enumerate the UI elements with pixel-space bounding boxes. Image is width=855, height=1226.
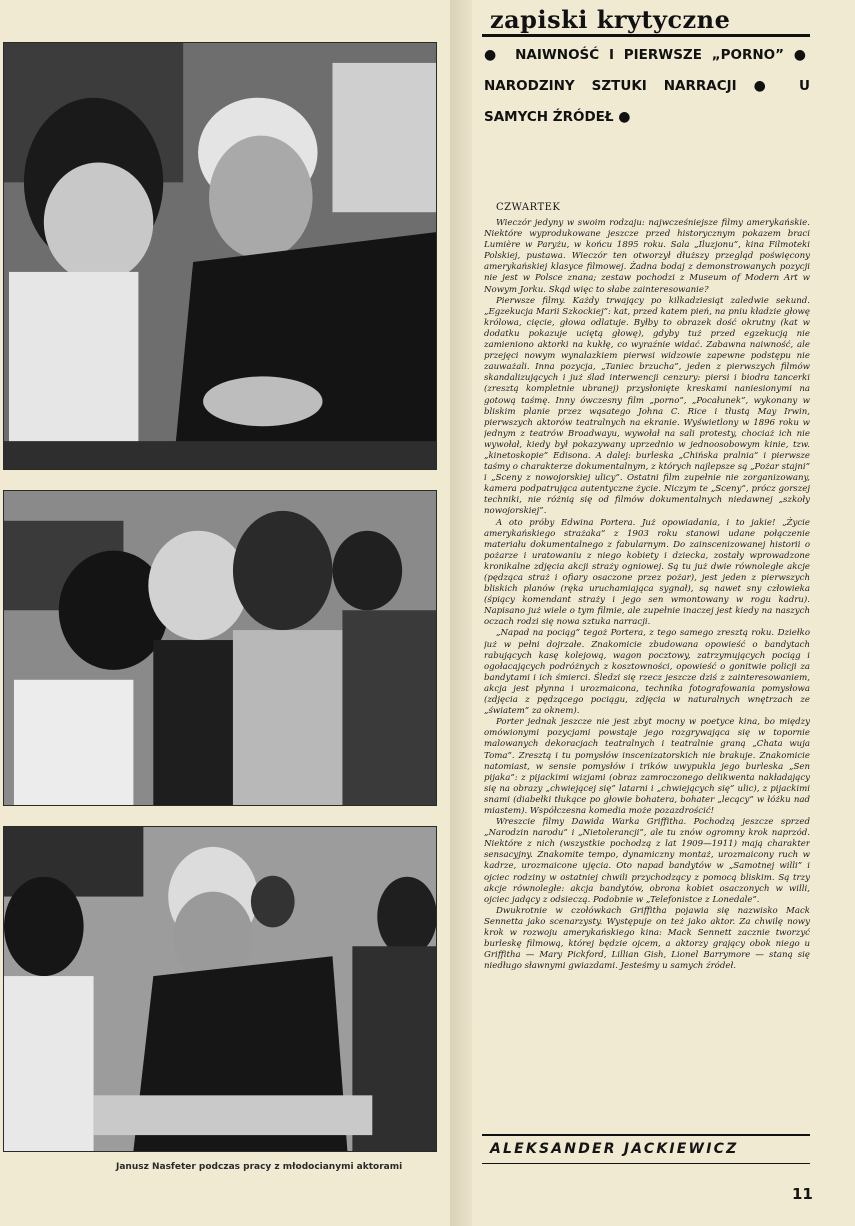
photo-2-image xyxy=(4,491,436,805)
page-number: 11 xyxy=(792,1185,813,1203)
day-heading: CZWARTEK xyxy=(496,202,561,213)
bullet-icon: ● xyxy=(753,78,779,94)
title-rule xyxy=(482,34,810,37)
article-paragraph: „Napad na pociąg” tegoż Portera, z tego samego zresztą roku. Dziełko już w pełni dojrzałe. Znakomicie zbudowana opowieść o bandytach rabujących kasę kolejową, wagon pocztowy, zatrzymujących pociąg i ogołacających podróżnych z kosztowności, opowieść o gonitwie policji za bandytami i ich śmierci. Śledzi się rzecz jeszcze dziś z zainteresowaniem, akcja jest płynna i urozmaicona, technika fotografowania pomysłowa (zdjęcia z pędzącego pociągu, zdjęcia w naturalnych wnętrzach ze „światem” za oknem). xyxy=(484,628,810,717)
article-body xyxy=(484,218,810,1136)
author-byline: ALEKSANDER JACKIEWICZ xyxy=(490,1141,739,1157)
author-rule-bottom xyxy=(482,1163,810,1164)
photo-caption: Janusz Nasfeter podczas pracy z młodocianymi aktorami xyxy=(116,1162,403,1172)
photo-director-at-work xyxy=(3,826,437,1152)
article-paragraph: Wieczór jedyny w swoim rodzaju: najwcześniejsze filmy amerykańskie. Niektóre wyprodukowane jeszcze przed historycznym pokazem braci Lumière w Paryżu, w końcu 1895 roku. Sala „Iluzjonu”, kina Filmoteki Polskiej, pustawa. Wieczór ten otworzył dłuższy przegląd poświęcony amerykańskiej klasyce filmowej. Żadna bodaj z demonstrowanych pozycji nie jest w Polsce znana; zestaw pochodzi z Museum of Modern Art w Nowym Jorku. Skąd więc to słabe zainteresowanie? xyxy=(484,218,810,295)
bullet-icon: ● xyxy=(793,47,807,63)
page-gutter xyxy=(450,0,472,1226)
teaser-item: NARODZINY SZTUKI NARRACJI xyxy=(484,78,737,94)
photo-boy-and-director xyxy=(3,42,437,470)
teaser-item: U SAMYCH ŹRÓDEŁ xyxy=(484,78,811,125)
article-paragraph: A oto próby Edwina Portera. Już opowiadania, i to jakie! „Życie amerykańskiego strażaka” z 1903 roku stanowi udane połączenie materiału dokumentalnego z fabularnym. Do zainscenizowanej historii o pożarze i uratowaniu z niego kobiety i dziecka, zostały wprowadzone kronikalne zdjęcia akcji straży ogniowej. Są tu już dwie równoległe akcje (pędząca straż i ofiary osaczone przez pożar), jest jeden z pierwszych bliskich planów (ręka uruchamiająca sygnał), są nawet sny człowieka (śpiący komendant straży i jego sen wmontowany w rogu kadru). Napisano już wiele o tym filmie, ale zupełnie inaczej jest kiedy na naszych oczach rodzi się nowa sztuka narracji. xyxy=(484,517,810,628)
teaser-topics xyxy=(484,40,810,133)
article-paragraph: Porter jednak jeszcze nie jest zbyt mocny w poetyce kina, bo między omówionymi pozycjami powstaje jego rozgrywająca się w topornie malowanych dekoracjach teatralnych i teatralnie graną „Chata wuja Toma”. Zresztą i tu pomysłów inscenizatorskich nie brakuje. Znakomicie natomiast, w sensie pomysłów i trików uwypukla jego burleska „Sen pijaka”: z pijackimi wizjami (obraz zamroczonego delikwenta nakładający się na obrazy „chwiejącej się” latarni i „chwiejących się” ulic), z pijackimi snami (diabełki tłukące po głowie bohatera, bohater „lecący” w łóżku nad miastem). Współczesna komedia może pozazdrościć! xyxy=(484,717,810,816)
photo-1-image xyxy=(4,43,436,469)
teaser-item: NAIWNOŚĆ I PIERWSZE „PORNO” xyxy=(515,47,784,63)
article-paragraph: Wreszcie filmy Dawida Warka Griffitha. Pochodzą jeszcze sprzed „Narodzin narodu” i „Nietolerancji”, ale tu znów ogromny krok naprzód. Niektóre z nich (wszystkie pochodzą z lat 1909—1911) mają charakter sensacyjny. Znakomite tempo, dynamiczny montaż, urozmaicony ruch w kadrze, urozmaicone ujęcia. Oto napad bandytów w „Samotnej willi” i ojciec rodziny w ostatniej chwili przychodzący z pomocą bliskim. Są trzy akcje równoległe: akcja bandytów, obrona kobiet osaczonych w willi, ojciec jadący z odsieczą. Podobnie w „Telefonistce z Lonedale”. xyxy=(484,817,810,905)
photo-3-image xyxy=(4,827,436,1151)
section-title: zapiski krytyczne xyxy=(490,5,731,34)
article-paragraph: Dwukrotnie w czołówkach Griffitha pojawia się nazwisko Mack Sennetta jako scenarzysty. Występuje on też jako aktor. Za chwilę nowy krok w rozwoju amerykańskiego kina: Mack Sennett zacznie tworzyć burleskę filmową, której będzie ojcem, a aktorzy grający obok niego u Griffitha — Mary Pickford, Lillian Gish, Lionel Barrymore — staną się niedługo sławnymi gwiazdami. Jesteśmy u samych źródeł. xyxy=(484,905,810,972)
bullet-icon: ● xyxy=(618,109,631,125)
article-paragraph: Pierwsze filmy. Każdy trwający po kilkadziesiąt zaledwie sekund. „Egzekucja Marii Szkockiej”: kat, przed katem pień, na pniu kładzie głowę królowa, cięcie, głowa odlatuje. Byłby to obrazek dość okrutny (kat w dodatku pokazuje uciętą głowę), gdyby tuż przed egzekucją nie zamieniono aktorki na kukłę, co wyraźnie widać. Zabawna naiwność, ale przejęci nowym wynalazkiem pierwsi widzowie zapewne podstępu nie zauważali. Inna pozycja, „Taniec brzucha”, jeden z pierwszych filmów skandalizujących i już ślad interwencji cenzury: piersi i biodra tancerki (zresztą kompletnie ubranej) przysłonięte kreskami naniesionymi na gotową taśmę. Inny ówczesny film „porno”, „Pocałunek”, wykonany w bliskim planie przez wąsatego Johna C. Rice i tłustą May Irwin, pierwszych aktorów teatralnych na ekranie. Wyświetlony w 1896 roku w jednym z teatrów Broadwayu, wywołał na sali protesty, chociaż ich nie wywołał, kiedy był pokazywany uprzednio w jednoosobowym kinie, tzw. „kinetoskopie” Edisona. A dalej: burleska „Chińska pralnia” i pierwsze taśmy o charakterze dokumentalnym, z których najlepsze są „Pożar stajni” i „Sceny z nowojorskiej ulicy”. Ostatni film zupełnie nie zorganizowany, kamera podpatrująca autentyczne życie. Niczym te „Sceny”, prócz gorszej techniki, nie różnią się od filmów dokumentalnych niedawnej „szkoły nowojorskiej”. xyxy=(484,295,810,517)
photo-group-conversation xyxy=(3,490,437,806)
bullet-icon: ● xyxy=(484,47,502,63)
author-rule-top xyxy=(482,1134,810,1136)
